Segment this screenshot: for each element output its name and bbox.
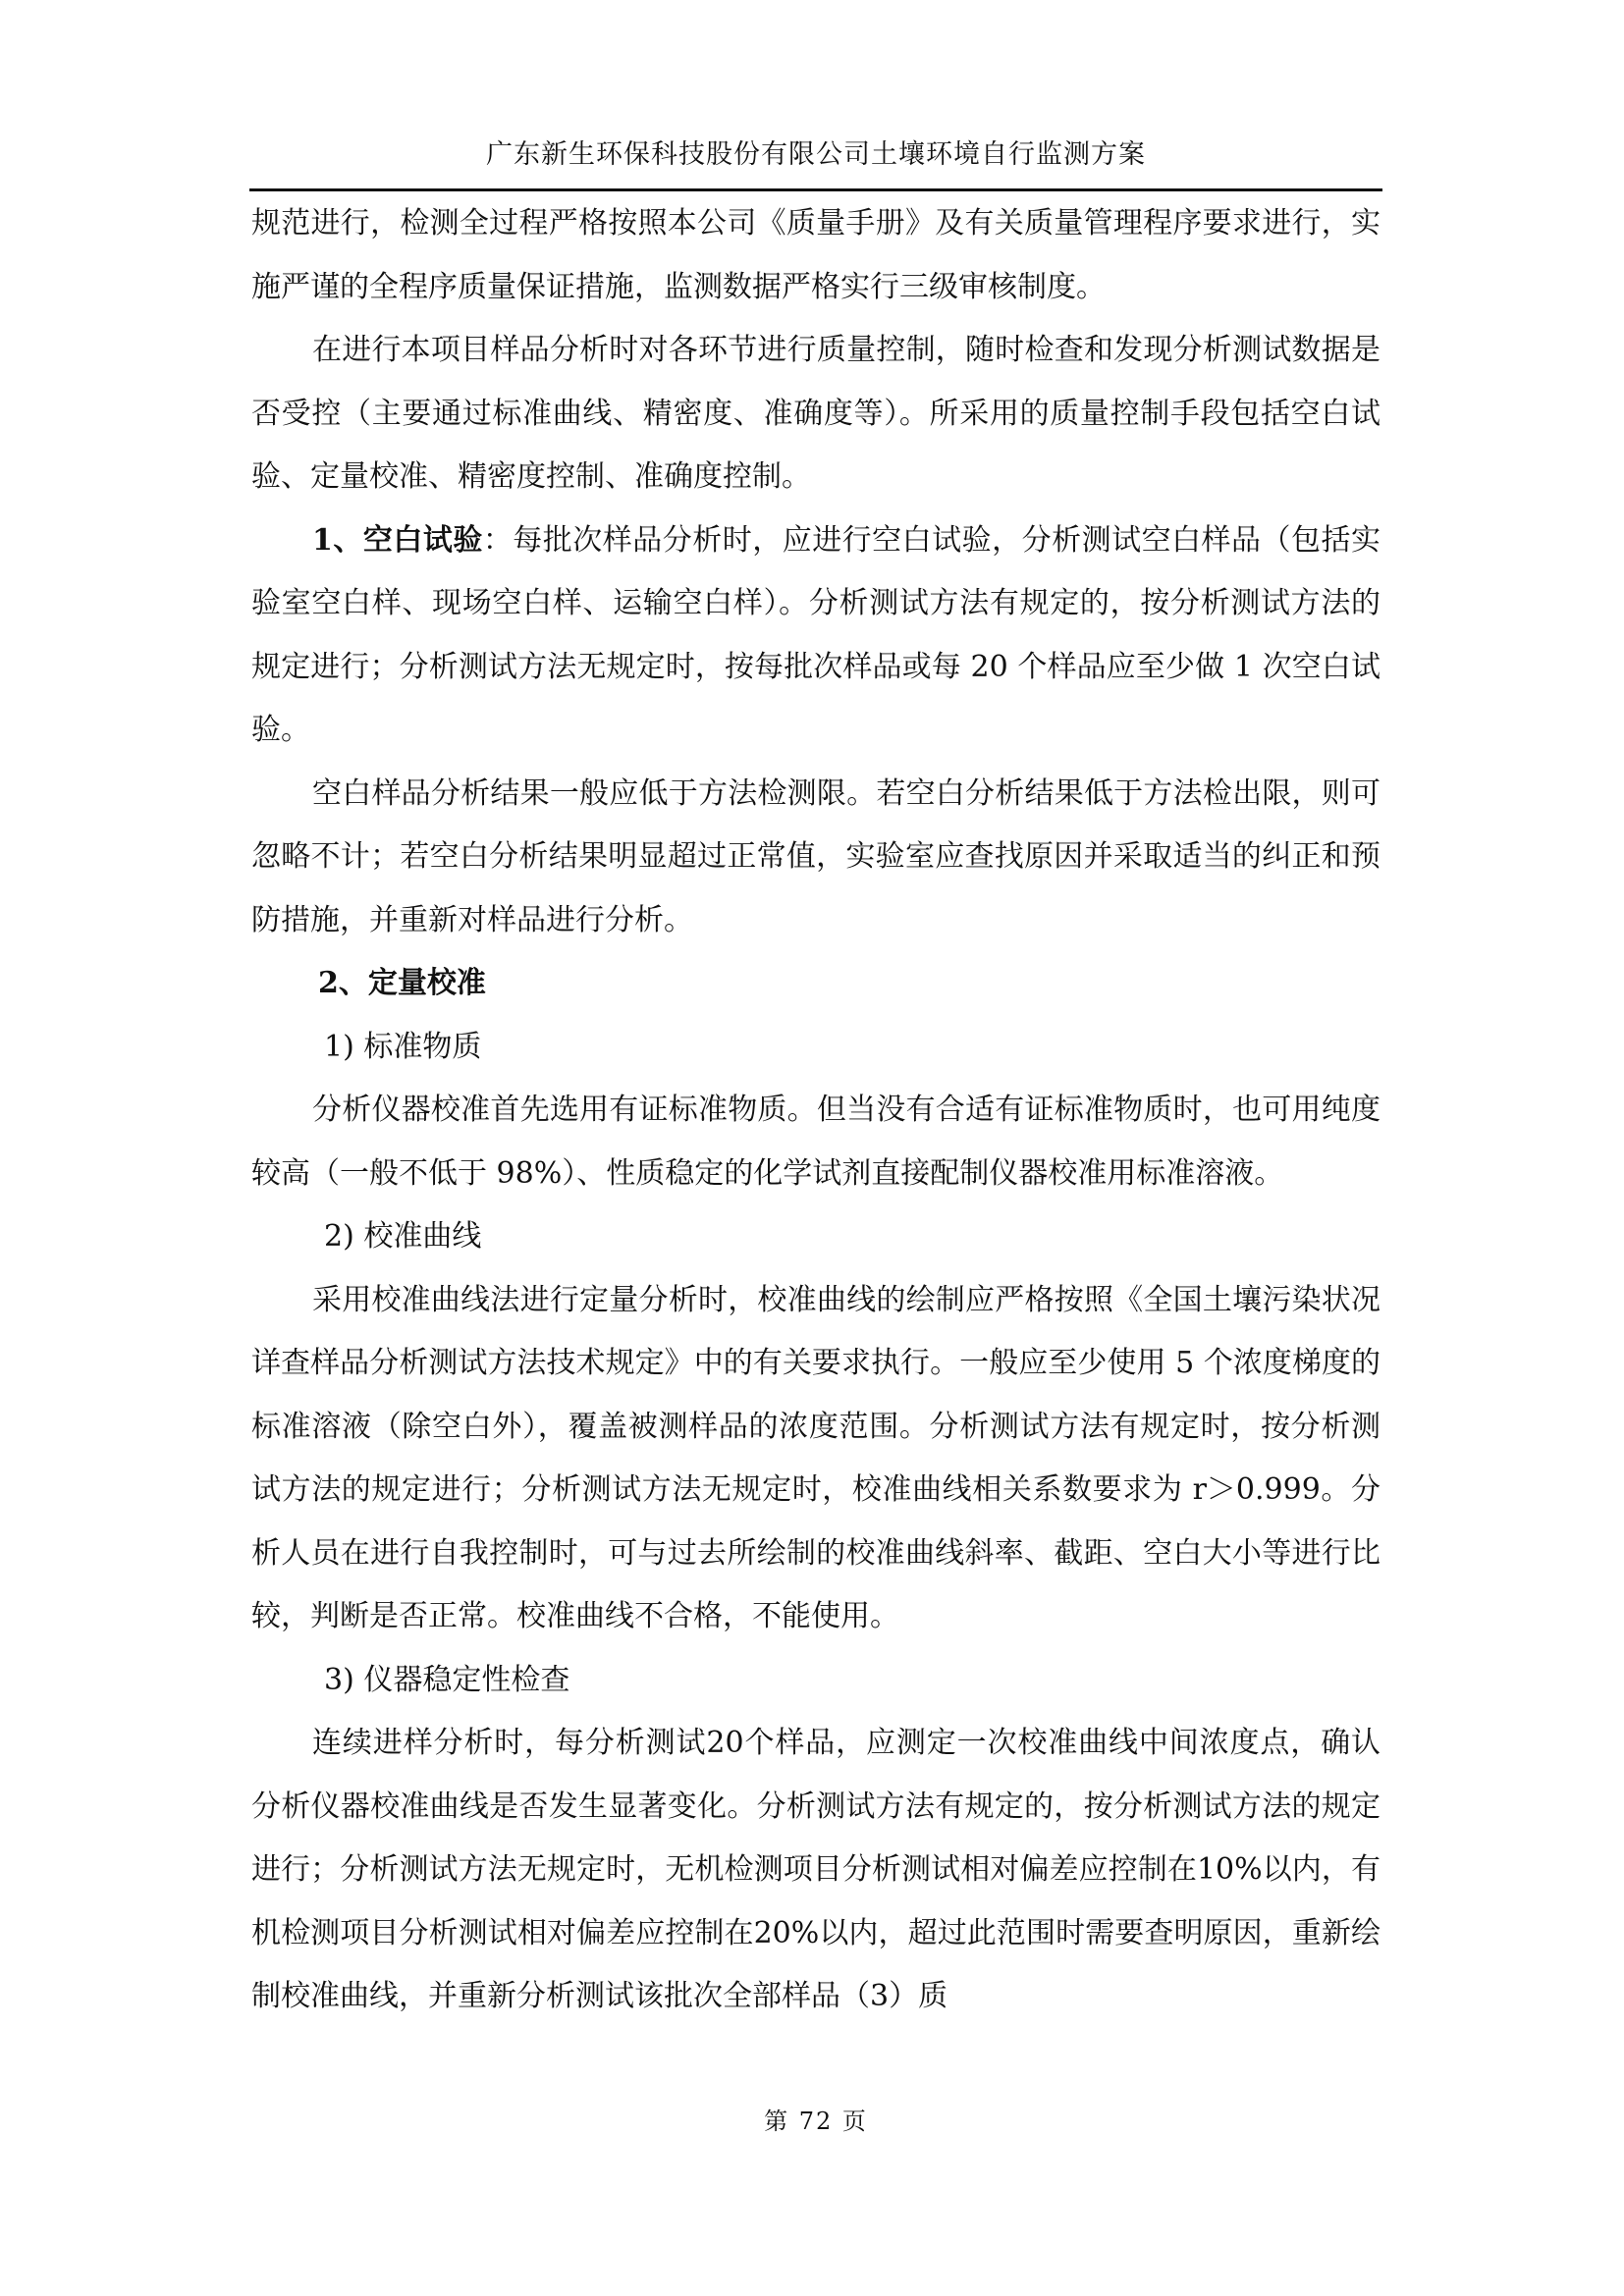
blank-test-text: ：每批次样品分析时，应进行空白试验，分析测试空白样品（包括实验室空白样、现场空白样、运输空白样）。分析测试方法有规定的，按分析测试方法的规定进行；分析测试方法无规定时，按每批次样品或每 20 个样品应至少做 1 次空白试验。	[251, 522, 1381, 747]
page-header: 广东新生环保科技股份有限公司土壤环境自行监测方案	[486, 139, 1146, 170]
section-heading-quantitative-calibration: 2、定量校准	[318, 966, 486, 1000]
blank-test-heading: 1、空白试验	[312, 522, 483, 558]
paragraph-blank-test	[251, 509, 1380, 763]
subheading-calibration-curve: 2) 校准曲线	[324, 1219, 482, 1254]
paragraph-blank-result: 空白样品分析结果一般应低于方法检测限。若空白分析结果低于方法检出限，则可忽略不计；若空白分析结果明显超过正常值，实验室应查找原因并采取适当的纠正和预防措施，并重新对样品进行分析。	[251, 775, 1380, 937]
paragraph-calibration-curve: 采用校准曲线法进行定量分析时，校准曲线的绘制应严格按照《全国土壤污染状况详查样品分析测试方法技术规定》中的有关要求执行。一般应至少使用 5 个浓度梯度的标准溶液（除空白外），覆盖被测样品的浓度范围。分析测试方法有规定时，按分析测试方法的规定进行；分析测试方法无规定时，校准曲线相关系数要求为 r＞0.999。分析人员在进行自我控制时，可与过去所绘制的校准曲线斜率、截距、空白大小等进行比较，判断是否正常。校准曲线不合格，不能使用。	[251, 1282, 1380, 1633]
header-rule	[249, 188, 1382, 191]
document-body	[251, 192, 1380, 2029]
paragraph-instrument-stability: 连续进样分析时，每分析测试20个样品，应测定一次校准曲线中间浓度点，确认分析仪器校准曲线是否发生显著变化。分析测试方法有规定的，按分析测试方法的规定进行；分析测试方法无规定时，无机检测项目分析测试相对偏差应控制在10%以内，有机检测项目分析测试相对偏差应控制在20%以内，超过此范围时需要查明原因，重新绘制校准曲线，并重新分析测试该批次全部样品（3）质	[251, 1726, 1380, 2013]
paragraph-reference-material: 分析仪器校准首先选用有证标准物质。但当没有合适有证标准物质时，也可用纯度较高（一般不低于 98%）、性质稳定的化学试剂直接配制仪器校准用标准溶液。	[251, 1093, 1380, 1191]
paragraph-continuation: 规范进行，检测全过程严格按照本公司《质量手册》及有关质量管理程序要求进行，实施严谨的全程序质量保证措施，监测数据严格实行三级审核制度。	[251, 206, 1380, 304]
subheading-reference-material: 1) 标准物质	[324, 1029, 482, 1064]
page-number: 第 72 页	[764, 2108, 868, 2135]
paragraph-quality-control-intro: 在进行本项目样品分析时对各环节进行质量控制，随时检查和发现分析测试数据是否受控（主要通过标准曲线、精密度、准确度等）。所采用的质量控制手段包括空白试验、定量校准、精密度控制、准确度控制。	[251, 333, 1380, 494]
subheading-instrument-stability: 3) 仪器稳定性检查	[324, 1662, 570, 1697]
